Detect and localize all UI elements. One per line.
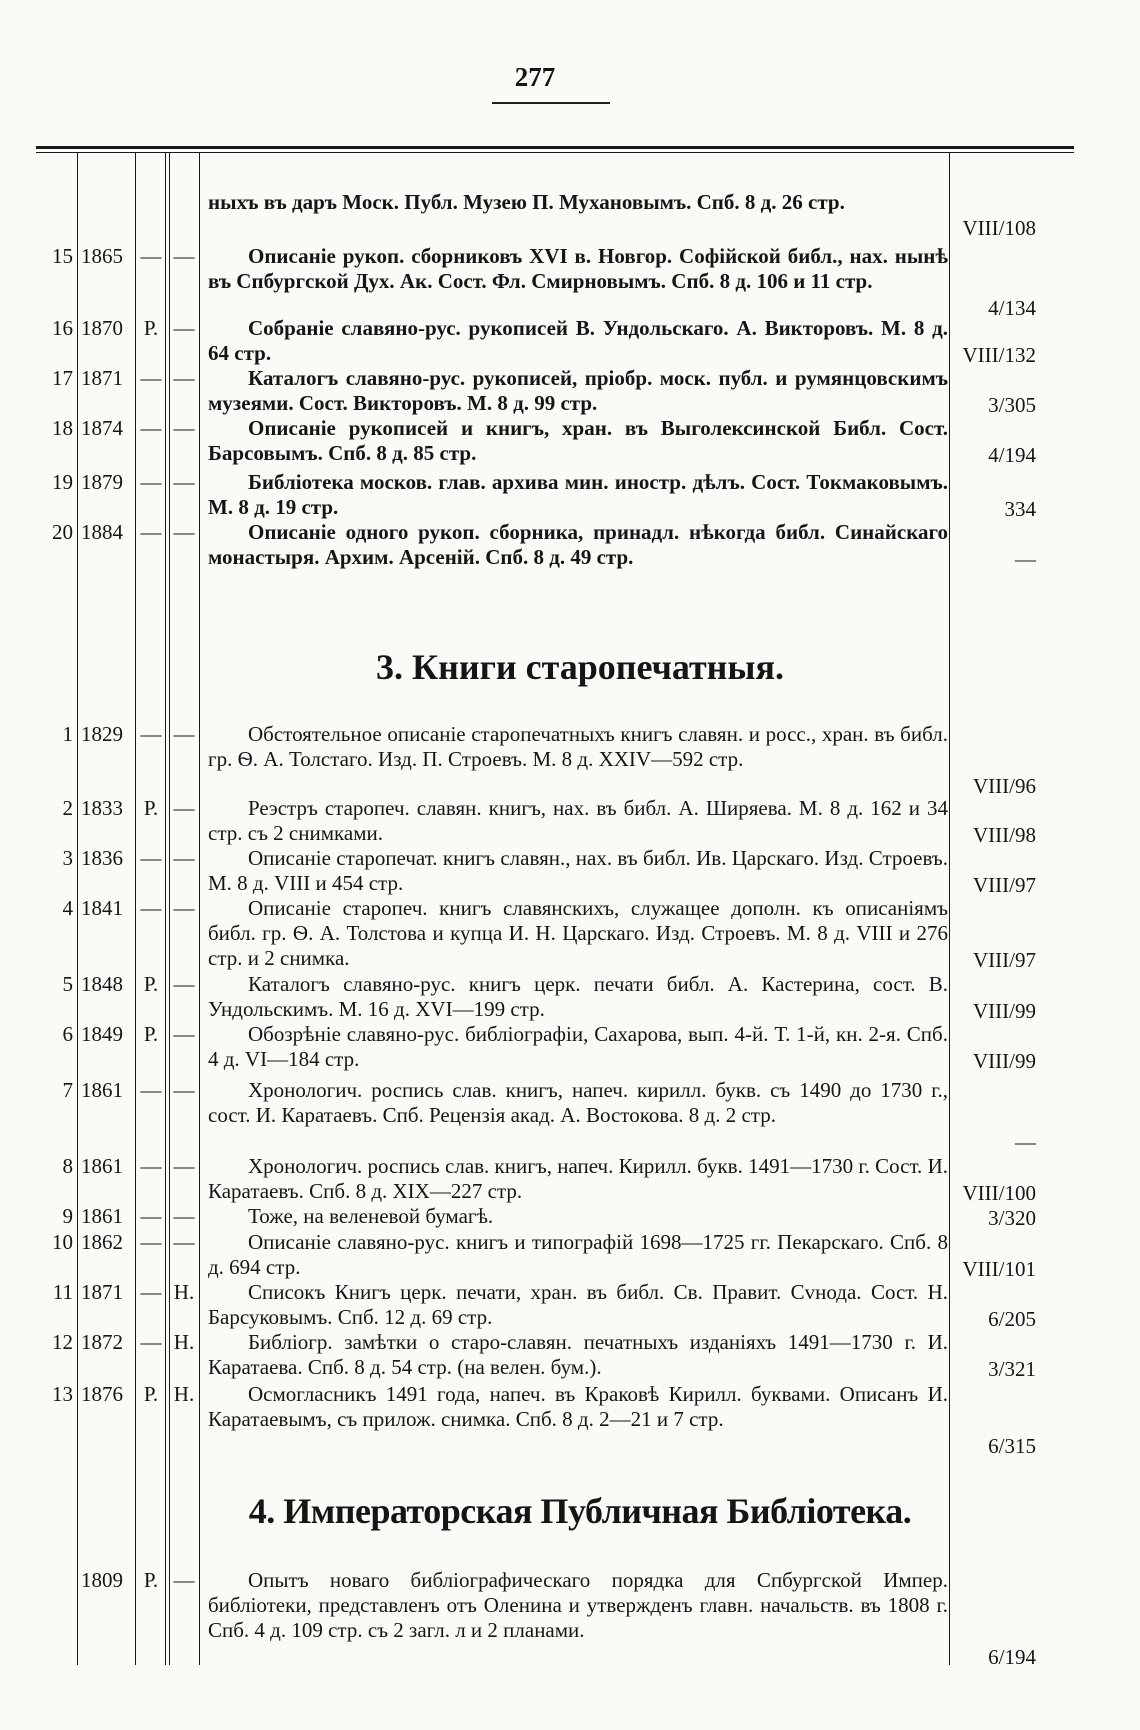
entry-number: 17 [52,366,73,390]
entry-flag-a: — [140,1330,162,1354]
section-heading-4: 4. Императорская Публичная Библіотека. [248,1491,912,1531]
entry-flag-b: — [173,316,195,340]
entry-flag-a: — [140,1280,162,1304]
entry-flag-b: Н. [173,1330,195,1354]
entry-number: 19 [52,470,73,494]
entry-number: 3 [62,846,73,870]
entry-reference: 334 [1004,497,1036,521]
entry-reference: VIII/132 [962,343,1036,367]
page-number-rule [492,102,610,104]
entry-flag-b: Н. [173,1382,195,1406]
entry-number: 8 [62,1154,73,1178]
entry-description: Опытъ новаго библіографическаго порядка для Спбургской Импер. библіотеки, представленъ отъ Оленина и утвержденъ главн. начальств. въ 1808 г. Спб. 4 д. 109 стр. съ 2 загл. л и 2 планами. [208,1568,948,1642]
entry-flag-b: — [173,972,195,996]
column-rule-c [199,153,200,1665]
section-heading-3: 3. Книги старопечатныя. [375,647,784,687]
entry-flag-a: — [140,846,162,870]
entry-reference: 4/194 [988,443,1036,467]
entry-flag-b: — [173,416,195,440]
entry-flag-b: — [173,722,195,746]
entry-description: Тоже, на веленевой бумагѣ. [248,1204,494,1228]
entry-year: 1862 [81,1230,123,1254]
entry-number: 10 [52,1230,73,1254]
table-top-rule [36,146,1074,153]
entry-description: ныхъ въ даръ Моск. Публ. Музею П. Мухановымъ. Спб. 8 д. 26 стр. [208,190,845,214]
entry-flag-a: — [140,520,162,544]
entry-year: 1872 [81,1330,123,1354]
entry-flag-a: — [140,1204,162,1228]
entry-flag-b: — [173,1078,195,1102]
entry-description: Описаніе рукописей и книгъ, хран. въ Выголексинской Библ. Сост. Барсовымъ. Спб. 8 д. 85 стр. [208,416,948,465]
entry-year: 1876 [81,1382,123,1406]
entry-reference: VIII/97 [973,948,1036,972]
entry-flag-b: — [173,244,195,268]
entry-description: Осмогласникъ 1491 года, напеч. въ Краковѣ Кирилл. буквами. Описанъ И. Каратаевымъ, съ прилож. снимка. Спб. 8 д. 2—21 и 7 стр. [208,1382,948,1431]
entry-flag-b: — [173,1022,195,1046]
entry-year: 1871 [81,366,123,390]
entry-reference: VIII/98 [973,823,1036,847]
entry-year: 1871 [81,1280,123,1304]
entry-description: Хронологич. роспись слав. книгъ, напеч. Кирилл. букв. 1491—1730 г. Сост. И. Каратаевъ. Спб. 8 д. XIX—227 стр. [208,1154,948,1203]
entry-flag-b: — [173,896,195,920]
entry-flag-b: — [173,1568,195,1592]
entry-flag-b: — [173,520,195,544]
entry-reference: 4/134 [988,296,1036,320]
entry-year: 1833 [81,796,123,820]
entry-reference: VIII/108 [962,216,1036,240]
entry-flag-a: Р. [143,316,159,340]
entry-reference: VIII/99 [973,1049,1036,1073]
entry-reference: VIII/99 [973,999,1036,1023]
entry-reference: VIII/100 [962,1181,1036,1205]
entry-description: Обозрѣніе славяно-рус. библіографіи, Сахарова, вып. 4-й. Т. 1-й, кн. 2-я. Спб. 4 д. VI—184 стр. [208,1022,948,1071]
entry-reference: 6/315 [988,1434,1036,1458]
entry-year: 1879 [81,470,123,494]
entry-flag-a: — [140,416,162,440]
entry-year: 1809 [81,1568,123,1592]
entry-number: 5 [62,972,73,996]
entry-year: 1848 [81,972,123,996]
entry-year: 1861 [81,1204,123,1228]
entry-reference: — [1015,1130,1036,1154]
entry-year: 1841 [81,896,123,920]
entry-flag-b: — [173,796,195,820]
entry-flag-b: — [173,1154,195,1178]
entry-flag-a: — [140,1078,162,1102]
entry-year: 1884 [81,520,123,544]
entry-flag-b: — [173,846,195,870]
entry-reference: VIII/101 [962,1257,1036,1281]
entry-flag-a: Р. [143,1382,159,1406]
entry-year: 1861 [81,1154,123,1178]
entry-flag-a: — [140,896,162,920]
entry-flag-a: — [140,470,162,494]
entry-number: 2 [62,796,73,820]
entry-description: Библіотека москов. глав. архива мин. иностр. дѣлъ. Сост. Токмаковымъ. М. 8 д. 19 стр. [208,470,948,519]
entry-description: Библіогр. замѣтки о старо-славян. печатныхъ изданіяхъ 1491—1730 г. И. Каратаева. Спб. 8 д. 54 стр. (на велен. бум.). [208,1330,948,1379]
entry-reference: — [1015,547,1036,571]
entry-description: Хронологич. роспись слав. книгъ, напеч. кирилл. букв. съ 1490 до 1730 г., сост. И. Каратаевъ. Спб. Рецензія акад. А. Востокова. 8 д. 2 стр. [208,1078,948,1127]
entry-year: 1861 [81,1078,123,1102]
entry-description: Описаніе рукоп. сборниковъ XVI в. Новгор. Софійской библ., нах. нынѣ въ Спбургской Дух. Ак. Сост. Фл. Смирновымъ. Спб. 8 д. 106 и 11 стр. [208,244,948,293]
entry-reference: 3/305 [988,393,1036,417]
entry-reference: 3/320 [988,1206,1036,1230]
entry-reference: VIII/96 [973,774,1036,798]
entry-number: 15 [52,244,73,268]
entry-flag-b: — [173,470,195,494]
entry-description: Каталогъ славяно-рус. рукописей, пріобр. моск. публ. и румянцовскимъ музеями. Сост. Викторовъ. М. 8 д. 99 стр. [208,366,948,415]
entry-year: 1870 [81,316,123,340]
column-rule-year [135,153,136,1665]
entry-description: Описаніе старопечат. книгъ славян., нах. въ библ. Ив. Царскаго. Изд. Строевъ. М. 8 д. VIII и 454 стр. [208,846,948,895]
entry-flag-b: — [173,366,195,390]
entry-reference: VIII/97 [973,873,1036,897]
entry-year: 1829 [81,722,123,746]
entry-number: 12 [52,1330,73,1354]
entry-description: Собраніе славяно-рус. рукописей В. Ундольскаго. А. Викторовъ. М. 8 д. 64 стр. [208,316,948,365]
entry-flag-a: — [140,244,162,268]
entry-description: Описаніе старопеч. книгъ славянскихъ, служащее дополн. къ описаніямъ библ. гр. Ѳ. А. Толстова и купца И. Н. Царскаго. Изд. Строевъ. М. 8 д. VIII и 276 стр. и 2 снимка. [208,896,948,970]
entry-number: 16 [52,316,73,340]
entry-flag-b: Н. [173,1280,195,1304]
entry-number: 1 [62,722,73,746]
entry-year: 1874 [81,416,123,440]
entry-reference: 6/205 [988,1307,1036,1331]
entry-number: 20 [52,520,73,544]
column-rule-a [165,153,166,1665]
entry-description: Каталогъ славяно-рус. книгъ церк. печати библ. А. Кастерина, сост. В. Ундольскимъ. М. 16 д. XVI—199 стр. [208,972,948,1021]
entry-number: 13 [52,1382,73,1406]
entry-number: 7 [62,1078,73,1102]
page-number: 277 [514,62,556,92]
entry-flag-a: — [140,722,162,746]
entry-number: 18 [52,416,73,440]
entry-flag-a: Р. [143,796,159,820]
entry-flag-a: Р. [143,972,159,996]
entry-description: Списокъ Книгъ церк. печати, хран. въ библ. Св. Правит. Сvнода. Сост. Н. Барсуковымъ. Спб. 12 д. 69 стр. [208,1280,948,1329]
entry-number: 11 [52,1280,73,1304]
entry-year: 1849 [81,1022,123,1046]
entry-number: 6 [62,1022,73,1046]
entry-flag-a: — [140,1230,162,1254]
entry-number: 9 [62,1204,73,1228]
entry-flag-b: — [173,1230,195,1254]
entry-reference: 3/321 [988,1357,1036,1381]
entry-flag-b: — [173,1204,195,1228]
entry-flag-a: — [140,366,162,390]
entry-year: 1836 [81,846,123,870]
entry-description: Реэстръ старопеч. славян. книгъ, нах. въ библ. А. Ширяева. М. 8 д. 162 и 34 стр. съ 2 снимками. [208,796,948,845]
entry-number: 4 [62,896,73,920]
entry-description: Обстоятельное описаніе старопечатныхъ книгъ славян. и росс., хран. въ библ. гр. Ѳ. А. Толстаго. Изд. П. Строевъ. М. 8 д. XXIV—592 стр. [208,722,948,771]
column-rule-left [77,153,78,1665]
entry-reference: 6/194 [988,1645,1036,1669]
entry-description: Описаніе славяно-рус. книгъ и типографій 1698—1725 гг. Пекарскаго. Спб. 8 д. 694 стр. [208,1230,948,1279]
entry-flag-a: Р. [143,1022,159,1046]
entry-flag-a: Р. [143,1568,159,1592]
entry-flag-a: — [140,1154,162,1178]
entry-description: Описаніе одного рукоп. сборника, принадл. нѣкогда библ. Синайскаго монастыря. Архим. Арсеній. Спб. 8 д. 49 стр. [208,520,948,569]
entry-year: 1865 [81,244,123,268]
